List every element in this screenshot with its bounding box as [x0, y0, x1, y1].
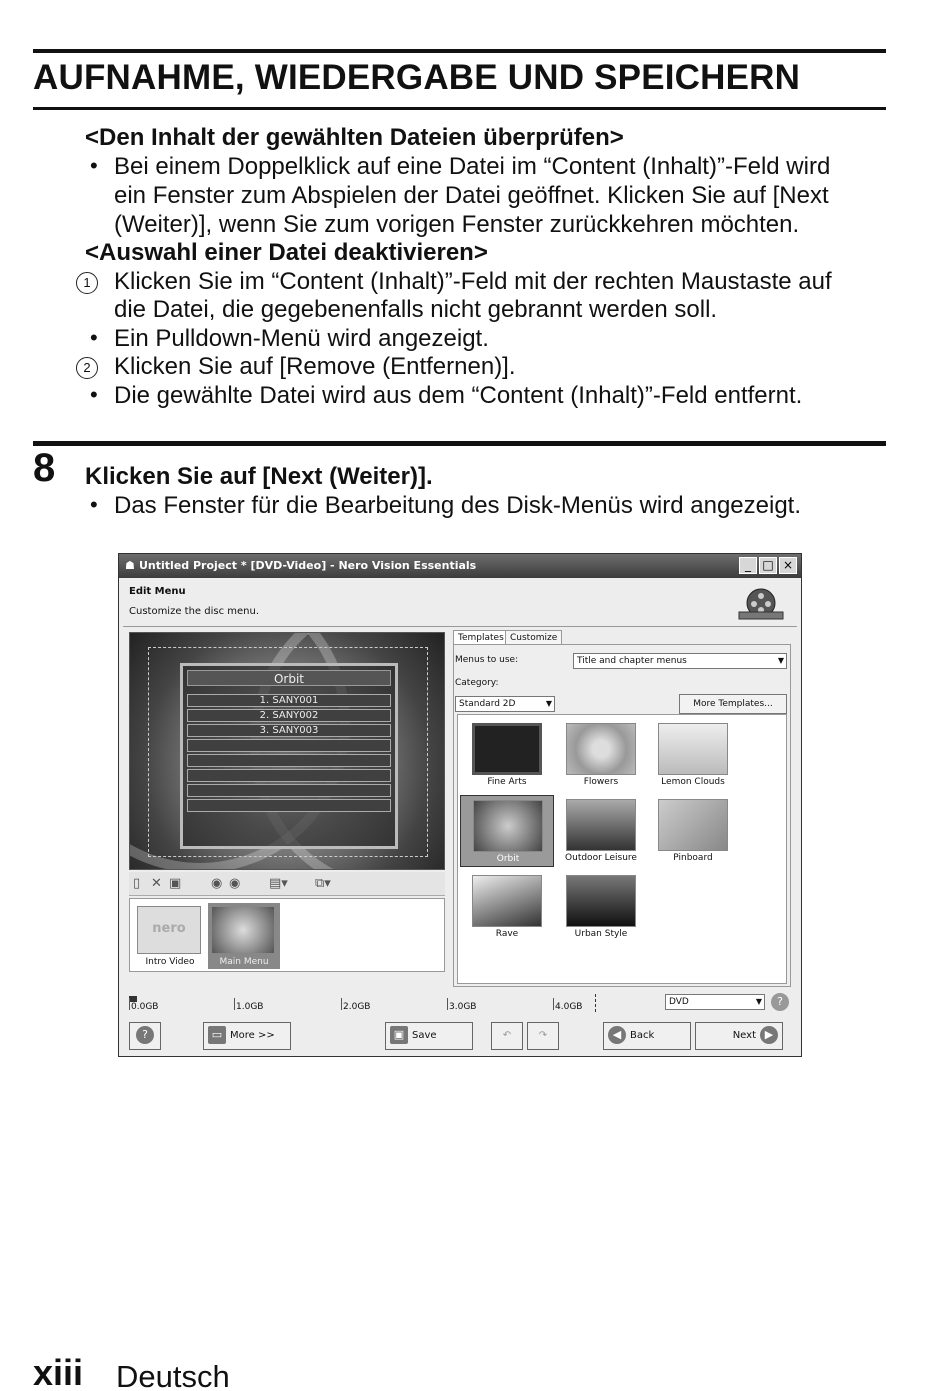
thumb-intro-video[interactable] — [134, 903, 206, 969]
template-label: Flowers — [583, 777, 619, 787]
paragraph-line: (Weiter)], wenn Sie zum vorigen Fenster zurückkehren möchten. — [114, 211, 800, 238]
preview-menu-row[interactable] — [187, 739, 391, 752]
next-button[interactable] — [695, 1022, 783, 1050]
preview-menu-row[interactable]: 2. SANY002 — [187, 709, 391, 722]
capacity-tick — [234, 998, 235, 1010]
template-thumbnail — [658, 723, 728, 775]
back-button[interactable] — [603, 1022, 691, 1050]
bullet-dot: • — [90, 325, 98, 350]
tab-templates[interactable]: Templates — [453, 630, 509, 646]
close-button[interactable]: × — [779, 557, 797, 574]
section-heading-deselect: <Auswahl einer Datei deaktivieren> — [85, 239, 488, 266]
template-thumbnail — [472, 723, 542, 775]
menus-to-use-select[interactable] — [573, 653, 787, 669]
template-label: Outdoor Leisure — [565, 853, 637, 863]
template-thumbnail — [566, 723, 636, 775]
page-number: xiii — [33, 1352, 84, 1391]
preview-menu-row[interactable] — [187, 769, 391, 782]
menu-preview — [129, 632, 445, 870]
thumb-label: Main Menu — [219, 957, 269, 967]
film-reel-icon — [737, 584, 785, 622]
back-arrow-icon: ◀ — [608, 1026, 626, 1044]
maximize-button[interactable]: □ — [759, 557, 777, 574]
template-thumbnail — [473, 800, 543, 852]
redo-icon: ↷ — [538, 1030, 548, 1041]
template-pinboard[interactable] — [646, 795, 740, 867]
paragraph-line: ein Fenster zum Abspielen der Datei geöffnet. Klicken Sie auf [Next — [114, 182, 829, 209]
capacity-label: 2.0GB — [343, 1002, 371, 1012]
disc-icon[interactable]: ◉ — [211, 876, 223, 891]
nero-window-screenshot — [118, 553, 802, 1057]
help-button[interactable] — [129, 1022, 161, 1050]
template-fine-arts[interactable] — [460, 719, 554, 791]
edit-menu-heading: Edit Menu — [129, 586, 186, 597]
intro-thumbnail — [137, 906, 201, 954]
chevron-down-icon: ▼ — [777, 656, 784, 665]
preview-menu-frame — [180, 663, 398, 849]
new-page-icon[interactable]: ▯ — [133, 876, 141, 891]
save-icon[interactable]: ▣ — [169, 876, 182, 891]
template-label: Orbit — [496, 854, 520, 864]
window-title: Untitled Project * [DVD-Video] - Nero Vision Essentials — [139, 559, 477, 572]
step-number-8: 8 — [33, 446, 56, 490]
layout-dropdown-icon[interactable]: ▤▾ — [269, 876, 288, 891]
preview-menu-row[interactable] — [187, 784, 391, 797]
capacity-label: 4.0GB — [555, 1002, 583, 1012]
template-orbit[interactable] — [460, 795, 554, 867]
section-heading-check: <Den Inhalt der gewählten Dateien überprüfen> — [85, 124, 624, 151]
save-button[interactable] — [385, 1022, 473, 1050]
top-rule — [33, 49, 886, 53]
thumb-main-menu[interactable] — [208, 903, 280, 969]
menus-to-use-value: Title and chapter menus — [577, 656, 687, 666]
footer-language: Deutsch — [116, 1359, 230, 1391]
help-icon: ? — [136, 1026, 154, 1044]
disc-type-select[interactable] — [665, 994, 765, 1010]
capacity-label: 3.0GB — [449, 1002, 477, 1012]
template-rave[interactable] — [460, 871, 554, 943]
menus-to-use-label: Menus to use: — [455, 655, 519, 665]
template-flowers[interactable] — [554, 719, 648, 791]
undo-icon: ↶ — [502, 1030, 512, 1041]
preview-menu-row[interactable]: 1. SANY001 — [187, 694, 391, 707]
template-label: Urban Style — [574, 929, 628, 939]
disc-type-value: DVD — [669, 997, 689, 1007]
chevron-down-icon: ▼ — [545, 699, 552, 708]
redo-button[interactable] — [527, 1022, 559, 1050]
preview-menu-row[interactable] — [187, 799, 391, 812]
template-thumbnail — [566, 799, 636, 851]
template-urban-style[interactable] — [554, 871, 648, 943]
category-select[interactable] — [455, 696, 555, 712]
template-label: Pinboard — [673, 853, 713, 863]
disc-capacity-bar — [129, 994, 657, 1014]
nero-logo: nero — [152, 921, 186, 936]
disc-icon[interactable]: ◉ — [229, 876, 241, 891]
more-templates-button[interactable]: More Templates... — [679, 694, 787, 714]
paragraph-line: die Datei, die gegebenenfalls nicht gebrannt werden soll. — [114, 296, 718, 323]
preview-menu-row[interactable] — [187, 754, 391, 767]
template-grid — [457, 714, 787, 984]
step-title: Klicken Sie auf [Next (Weiter)]. — [85, 463, 433, 490]
bullet-dot: • — [90, 153, 98, 178]
header-divider — [123, 626, 797, 627]
menu-thumbnails — [129, 898, 445, 972]
thumb-label: Intro Video — [145, 957, 195, 967]
capacity-limit-marker — [595, 994, 596, 1012]
template-thumbnail — [472, 875, 542, 927]
save-button-label: Save — [412, 1030, 437, 1041]
template-label: Rave — [495, 929, 519, 939]
category-value: Standard 2D — [459, 699, 516, 709]
paragraph-line: Klicken Sie im “Content (Inhalt)”-Feld mit der rechten Maustaste auf — [114, 268, 832, 295]
main-menu-thumbnail — [211, 906, 275, 954]
undo-button[interactable] — [491, 1022, 523, 1050]
next-button-label: Next — [732, 1030, 756, 1041]
bullet-dot: • — [90, 382, 98, 407]
preview-menu-title[interactable]: Orbit — [187, 670, 391, 686]
paragraph-line: Die gewählte Datei wird aus dem “Content (Inhalt)”-Feld entfernt. — [114, 382, 803, 409]
template-thumbnail — [566, 875, 636, 927]
paragraph-line: Das Fenster für die Bearbeitung des Disk-Menüs wird angezeigt. — [114, 492, 801, 519]
capacity-tick — [447, 998, 448, 1010]
capacity-label: 0.0GB — [131, 1002, 159, 1012]
step-rule — [33, 441, 886, 446]
app-icon: ☗ — [125, 559, 135, 572]
tab-customize[interactable]: Customize — [505, 630, 562, 646]
back-button-label: Back — [630, 1030, 655, 1041]
step-number-2: 2 — [76, 357, 98, 379]
template-label: Lemon Clouds — [661, 777, 725, 787]
capacity-tick — [129, 998, 130, 1010]
template-label: Fine Arts — [487, 777, 527, 787]
capacity-label: 1.0GB — [236, 1002, 264, 1012]
help-icon[interactable]: ? — [771, 993, 789, 1011]
delete-icon[interactable]: ✕ — [151, 876, 162, 891]
chevron-down-icon: ▼ — [755, 997, 762, 1006]
bullet-dot: • — [90, 492, 98, 517]
template-thumbnail — [658, 799, 728, 851]
more-button[interactable] — [203, 1022, 291, 1050]
arrange-icon[interactable]: ⧉▾ — [315, 876, 331, 891]
template-lemon-clouds[interactable] — [646, 719, 740, 791]
capacity-tick — [553, 998, 554, 1010]
floppy-icon: ▣ — [390, 1026, 408, 1044]
capacity-tick — [341, 998, 342, 1010]
page-title: AUFNAHME, WIEDERGABE UND SPEICHERN — [33, 58, 801, 97]
monitor-icon: ▭ — [208, 1026, 226, 1044]
paragraph-line: Ein Pulldown-Menü wird angezeigt. — [114, 325, 489, 352]
category-label: Category: — [455, 678, 499, 688]
preview-menu-row[interactable]: 3. SANY003 — [187, 724, 391, 737]
header-underline — [33, 107, 886, 110]
paragraph-line: Klicken Sie auf [Remove (Entfernen)]. — [114, 353, 516, 380]
minimize-button[interactable]: _ — [739, 557, 757, 574]
more-button-label: More >> — [230, 1030, 275, 1041]
template-outdoor-leisure[interactable] — [554, 795, 648, 867]
window-titlebar — [119, 554, 801, 578]
menu-toolbar — [129, 872, 445, 896]
step-number-1: 1 — [76, 272, 98, 294]
next-arrow-icon: ▶ — [760, 1026, 778, 1044]
edit-menu-subheading: Customize the disc menu. — [129, 606, 260, 617]
paragraph-line: Bei einem Doppelklick auf eine Datei im “Content (Inhalt)”-Feld wird — [114, 153, 831, 180]
